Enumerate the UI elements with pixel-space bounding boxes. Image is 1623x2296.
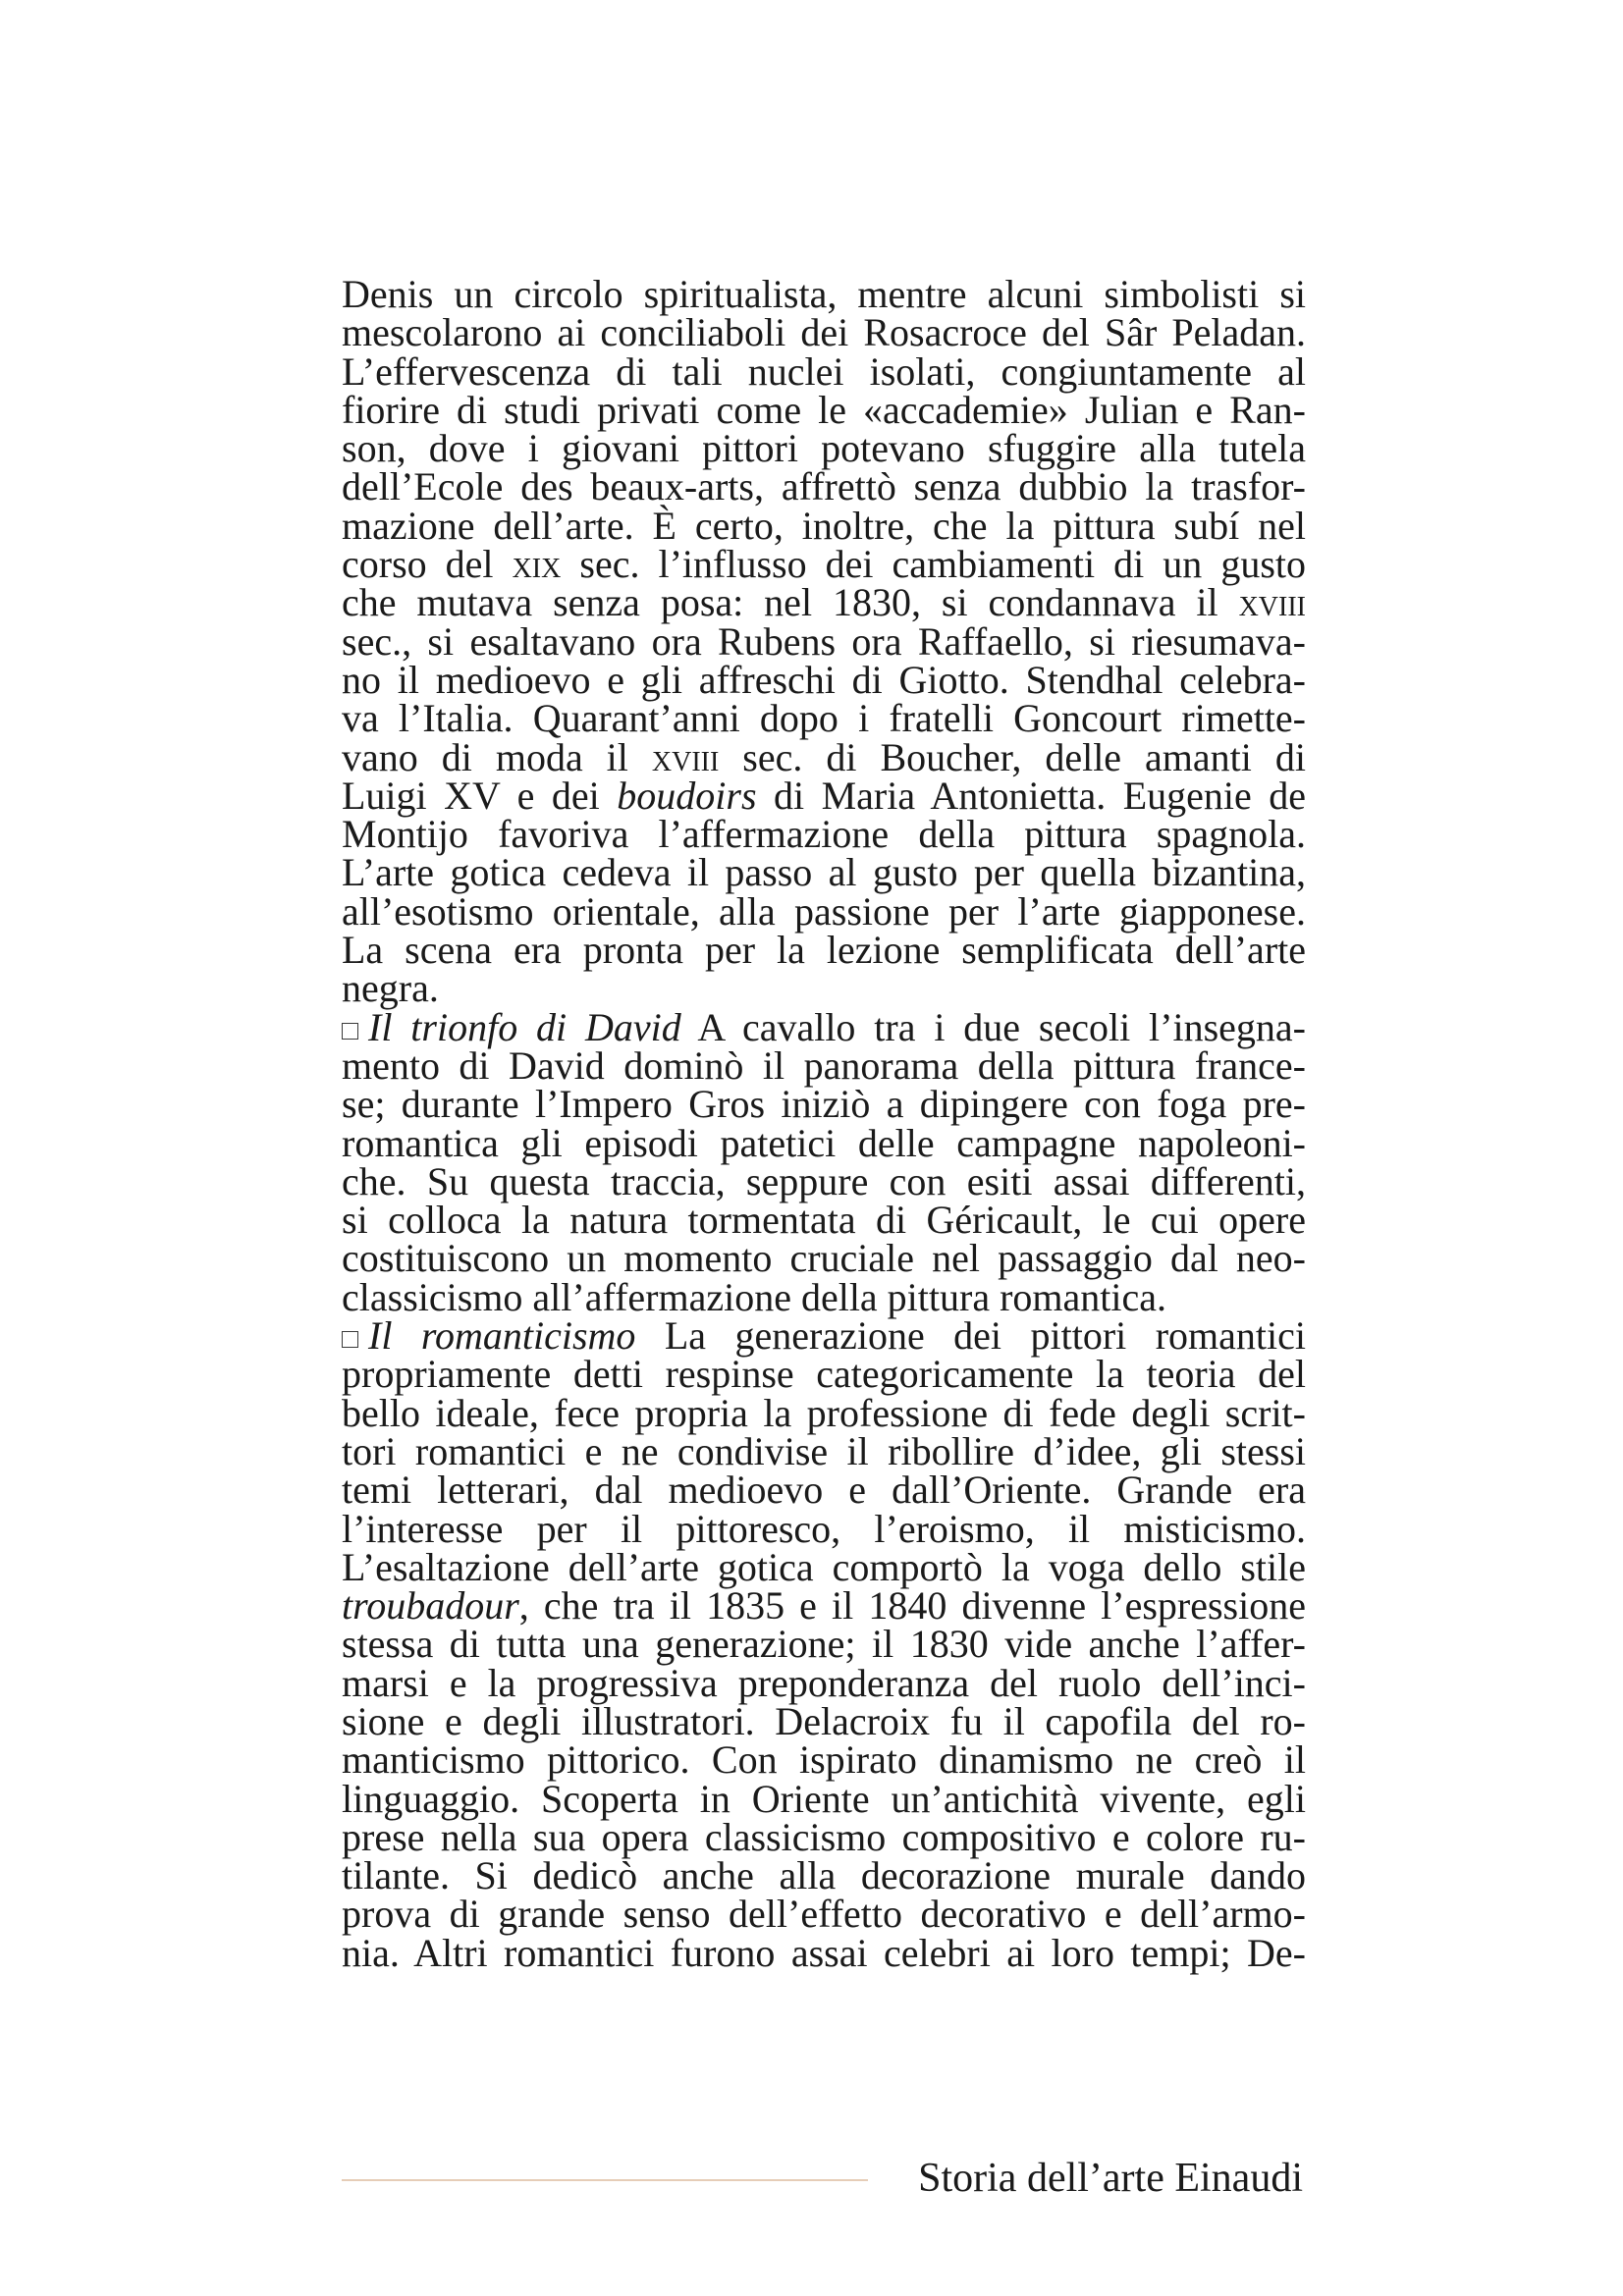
section-marker-icon <box>342 1331 358 1348</box>
text-line <box>342 1313 1306 1359</box>
text-line <box>342 464 1306 509</box>
text-line <box>342 1892 1306 1937</box>
text-line <box>342 966 1306 1011</box>
italic-term: Il romanticismo <box>368 1313 636 1359</box>
text-run: sec. di Boucher, delle amanti di <box>719 734 1306 779</box>
italic-term: troubadour <box>342 1583 519 1629</box>
text-line <box>342 928 1306 973</box>
text-run: Montijo favoriva l’affermazione della pittura spagnola. <box>342 812 1306 857</box>
text-run: dell’Ecole des beaux-arts, affrettò senza dubbio la trasfor- <box>342 464 1306 509</box>
text-run: L’esaltazione dell’arte gotica comportò la voga dello stile <box>342 1544 1306 1589</box>
text-run: Denis un circolo spiritualista, mentre alcuni simbolisti si <box>342 272 1306 316</box>
text-run: mazione dell’arte. È certo, inoltre, che la pittura subí nel <box>342 503 1306 548</box>
text-line <box>342 734 1306 779</box>
text-line <box>342 348 1306 394</box>
text-run: l’interesse per il pittoresco, l’eroismo, il misticismo. <box>342 1506 1306 1551</box>
text-line <box>342 1082 1306 1127</box>
roman-numeral: xviii <box>1238 580 1306 625</box>
text-line <box>342 1158 1306 1203</box>
text-line <box>342 1776 1306 1821</box>
text-line <box>342 1814 1306 1859</box>
text-line <box>342 696 1306 741</box>
text-run: , che tra il 1835 e il 1840 divenne l’espressione <box>518 1583 1306 1629</box>
text-line <box>342 1390 1306 1435</box>
text-line <box>342 272 1306 316</box>
text-run: se; durante l’Impero Gros iniziò a dipingere con foga pre- <box>342 1082 1306 1127</box>
text-line <box>342 1120 1306 1165</box>
text-run: L’effervescenza di tali nuclei isolati, congiuntamente al <box>342 348 1306 394</box>
text-run: corso del <box>342 542 513 587</box>
text-run: Luigi XV e dei <box>342 773 618 818</box>
text-line <box>342 1698 1306 1743</box>
text-run: A cavallo tra i due secoli l’insegna- <box>680 1004 1306 1049</box>
text-line <box>342 1930 1306 1975</box>
text-line <box>342 618 1306 664</box>
text-run: costituiscono un momento cruciale nel passaggio dal neo- <box>342 1236 1306 1281</box>
text-line <box>342 1274 1306 1319</box>
text-line <box>342 1236 1306 1281</box>
text-run: sec. l’influsso dei cambiamenti di un gusto <box>561 542 1306 587</box>
text-line <box>342 310 1306 355</box>
text-run: romantica gli episodi patetici delle campagne napoleoni- <box>342 1120 1306 1165</box>
text-line <box>342 580 1306 625</box>
text-line <box>342 426 1306 471</box>
roman-numeral: xviii <box>651 734 720 779</box>
text-run: mescolarono ai conciliaboli dei Rosacroce del Sâr Peladan. <box>342 310 1306 355</box>
text-run: L’arte gotica cedeva il passo al gusto per quella bizantina, <box>342 850 1306 895</box>
text-line <box>342 773 1306 818</box>
text-run: tori romantici e ne condivise il ribollire d’idee, gli stessi <box>342 1428 1306 1473</box>
text-line <box>342 1352 1306 1397</box>
italic-term: boudoirs <box>617 773 757 818</box>
text-run: linguaggio. Scoperta in Oriente un’antichità vivente, egli <box>342 1776 1306 1821</box>
text-run: va l’Italia. Quarant’anni dopo i fratelli Goncourt rimette- <box>342 696 1306 741</box>
text-run: tilante. Si dedicò anche alla decorazione murale dando <box>342 1853 1306 1898</box>
text-line <box>342 503 1306 548</box>
text-line <box>342 850 1306 895</box>
text-line <box>342 1198 1306 1243</box>
text-run: che mutava senza posa: nel 1830, si condannava il <box>342 580 1239 625</box>
section-marker-icon <box>342 1023 358 1040</box>
running-footer-title: Storia dell’arte Einaudi <box>918 2156 1303 2201</box>
text-run: propriamente detti respinse categoricamente la teoria del <box>342 1352 1306 1397</box>
text-run: prese nella sua opera classicismo compositivo e colore ru- <box>342 1814 1306 1859</box>
text-run: nia. Altri romantici furono assai celebri ai loro tempi; De- <box>342 1930 1306 1975</box>
text-run: negra. <box>342 966 439 1011</box>
italic-term: Il trionfo di David <box>368 1004 681 1049</box>
text-line <box>342 542 1306 587</box>
text-line <box>342 1622 1306 1667</box>
text-line <box>342 1468 1306 1513</box>
text-line <box>342 1660 1306 1705</box>
text-run: temi letterari, dal medioevo e dall’Oriente. Grande era <box>342 1468 1306 1513</box>
text-run: all’esotismo orientale, alla passione per l’arte giapponese. <box>342 888 1306 934</box>
text-run: di Maria Antonietta. Eugenie de <box>756 773 1306 818</box>
text-line <box>342 1544 1306 1589</box>
text-run: che. Su questa traccia, seppure con esiti assai differenti, <box>342 1158 1306 1203</box>
text-run: classicismo all’affermazione della pittura romantica. <box>342 1274 1167 1319</box>
text-run: mento di David dominò il panorama della pittura france- <box>342 1042 1306 1088</box>
text-line <box>342 888 1306 934</box>
text-run: La scena era pronta per la lezione semplificata dell’arte <box>342 928 1306 973</box>
text-line <box>342 1853 1306 1898</box>
text-line <box>342 1042 1306 1088</box>
text-run: La generazione dei pittori romantici <box>635 1313 1306 1359</box>
text-run: sione e degli illustratori. Delacroix fu il capofila del ro- <box>342 1698 1306 1743</box>
text-line <box>342 657 1306 702</box>
text-line <box>342 1428 1306 1473</box>
text-line <box>342 1737 1306 1783</box>
text-run: si colloca la natura tormentata di Géricault, le cui opere <box>342 1198 1306 1243</box>
footer-rule <box>342 2179 868 2181</box>
text-run: son, dove i giovani pittori potevano sfuggire alla tutela <box>342 426 1306 471</box>
text-line <box>342 812 1306 857</box>
text-run: prova di grande senso dell’effetto decorativo e dell’armo- <box>342 1892 1306 1937</box>
roman-numeral: xix <box>512 542 562 587</box>
text-run: bello ideale, fece propria la professione di fede degli scrit- <box>342 1390 1306 1435</box>
text-run: no il medioevo e gli affreschi di Giotto. Stendhal celebra- <box>342 657 1306 702</box>
text-run: manticismo pittorico. Con ispirato dinamismo ne creò il <box>342 1737 1306 1783</box>
text-run: sec., si esaltavano ora Rubens ora Raffaello, si riesumava- <box>342 618 1306 664</box>
text-run: stessa di tutta una generazione; il 1830 vide anche l’affer- <box>342 1622 1306 1667</box>
text-run: fiorire di studi privati come le «accademie» Julian e Ran- <box>342 387 1306 432</box>
text-line <box>342 387 1306 432</box>
text-line <box>342 1583 1306 1629</box>
text-line <box>342 1004 1306 1049</box>
text-run: marsi e la progressiva preponderanza del ruolo dell’inci- <box>342 1660 1306 1705</box>
body-text <box>342 272 1306 1975</box>
text-run: vano di moda il <box>342 734 652 779</box>
text-line <box>342 1506 1306 1551</box>
